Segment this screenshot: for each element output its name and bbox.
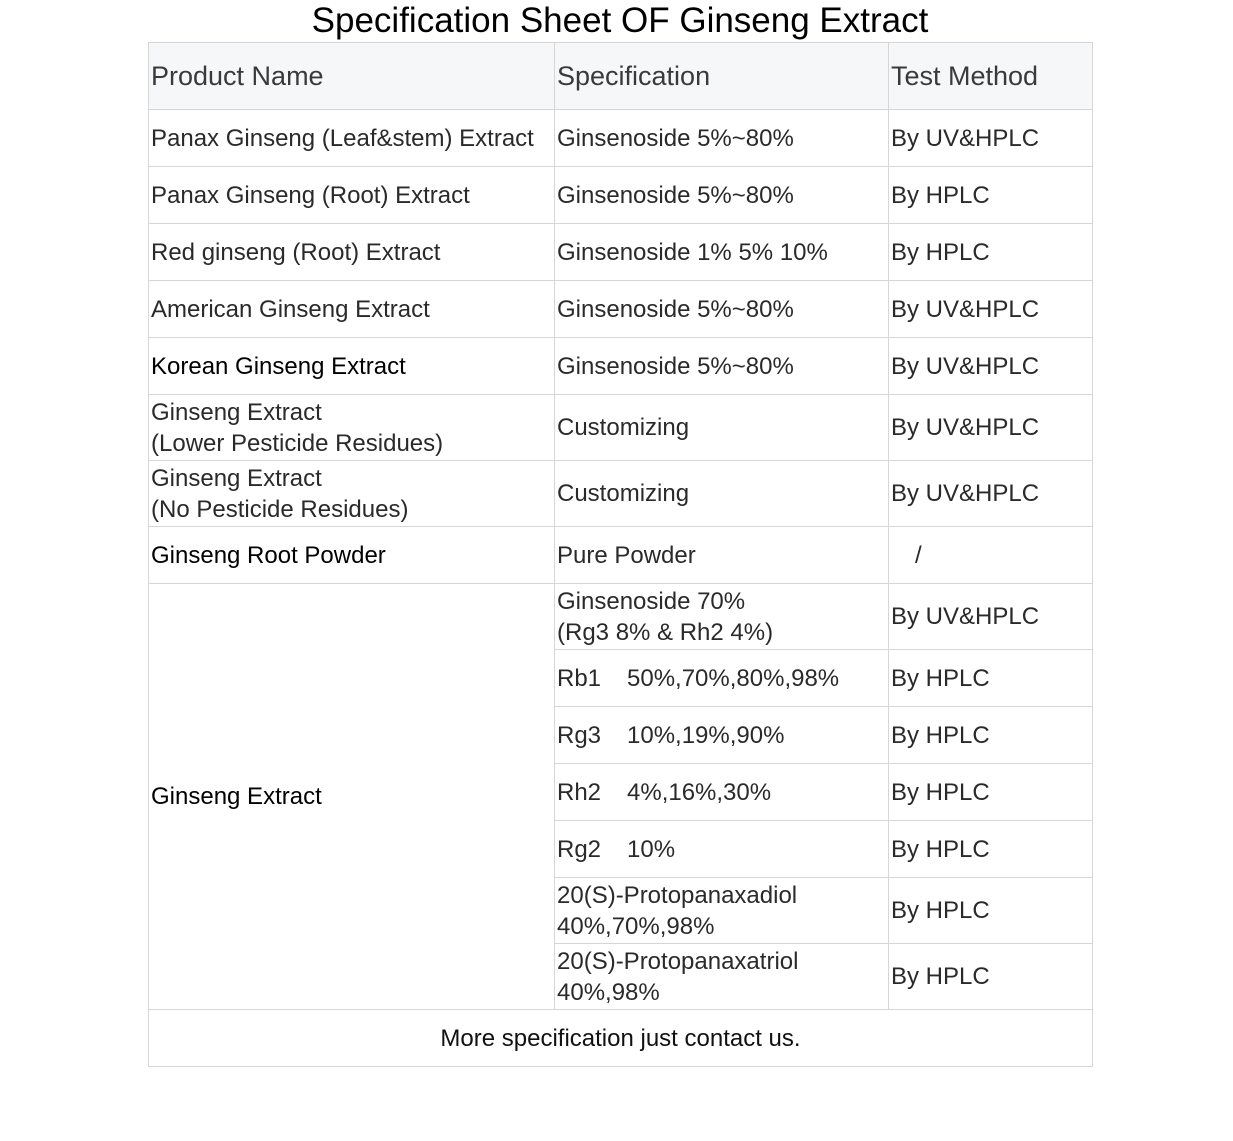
specification-table [148, 42, 1093, 1067]
table-row [149, 224, 1093, 281]
specification-cell: Ginsenoside 5%~80% [555, 110, 889, 167]
compound-name: Rb1 [557, 664, 602, 692]
product-name-cell: American Ginseng Extract [149, 281, 555, 338]
test-method-cell: By HPLC [889, 821, 1093, 878]
specification-line: 20(S)-Protopanaxatriol [557, 947, 799, 975]
compound-grades: 50%,70%,80%,98% [627, 664, 840, 692]
compound-name: Rg3 [557, 721, 602, 749]
header-specification: Specification [555, 43, 889, 110]
product-name-line: Ginseng Extract [151, 464, 322, 492]
test-method-cell: By HPLC [889, 224, 1093, 281]
table-footer-row [149, 1010, 1093, 1067]
compound-name: Rg2 [557, 835, 602, 863]
test-method-cell: By UV&HPLC [889, 338, 1093, 395]
specification-cell: Customizing [555, 461, 889, 527]
specification-cell [555, 944, 889, 1010]
table-row [149, 338, 1093, 395]
product-name-cell: Korean Ginseng Extract [149, 338, 555, 395]
specification-line: 40%,70%,98% [557, 912, 715, 940]
contact-note: More specification just contact us. [149, 1010, 1093, 1067]
specification-cell: Customizing [555, 395, 889, 461]
product-name-cell: Ginseng Root Powder [149, 527, 555, 584]
specification-cell [555, 821, 889, 878]
product-name-cell [149, 395, 555, 461]
test-method-cell: By UV&HPLC [889, 110, 1093, 167]
table-row [149, 461, 1093, 527]
table-row [149, 167, 1093, 224]
specification-cell [555, 764, 889, 821]
compound-name: Rh2 [557, 778, 602, 806]
specification-cell: Ginsenoside 5%~80% [555, 167, 889, 224]
compound-grades: 10%,19%,90% [627, 721, 785, 749]
table-row [149, 527, 1093, 584]
specification-cell [555, 878, 889, 944]
compound-grades: 10% [627, 835, 676, 863]
specification-line: Ginsenoside 70% [557, 587, 746, 615]
specification-line: (Rg3 8% & Rh2 4%) [557, 618, 774, 646]
test-method-cell: By HPLC [889, 764, 1093, 821]
product-name-line: (No Pesticide Residues) [151, 495, 409, 523]
product-name-cell: Panax Ginseng (Leaf&stem) Extract [149, 110, 555, 167]
specification-line: 20(S)-Protopanaxadiol [557, 881, 798, 909]
header-product-name: Product Name [149, 43, 555, 110]
product-name-line: (Lower Pesticide Residues) [151, 429, 444, 457]
table-row [149, 584, 1093, 650]
test-method-cell: By HPLC [889, 167, 1093, 224]
table-row [149, 110, 1093, 167]
specification-cell: Ginsenoside 5%~80% [555, 281, 889, 338]
test-method-cell: By UV&HPLC [889, 281, 1093, 338]
specification-cell: Ginsenoside 1% 5% 10% [555, 224, 889, 281]
table-row [149, 395, 1093, 461]
specification-cell [555, 650, 889, 707]
test-method-cell: / [889, 527, 1093, 584]
product-name-cell: Panax Ginseng (Root) Extract [149, 167, 555, 224]
product-name-line: Ginseng Extract [151, 398, 322, 426]
specification-cell: Ginsenoside 5%~80% [555, 338, 889, 395]
product-name-cell [149, 461, 555, 527]
specification-cell [555, 584, 889, 650]
specification-cell: Pure Powder [555, 527, 889, 584]
test-method-cell: By HPLC [889, 878, 1093, 944]
table-header-row [149, 43, 1093, 110]
test-method-cell: By UV&HPLC [889, 584, 1093, 650]
header-test-method: Test Method [889, 43, 1093, 110]
product-name-cell-merged: Ginseng Extract [149, 584, 555, 1010]
test-method-cell: By HPLC [889, 944, 1093, 1010]
product-name-cell: Red ginseng (Root) Extract [149, 224, 555, 281]
compound-grades: 4%,16%,30% [627, 778, 772, 806]
test-method-cell: By HPLC [889, 650, 1093, 707]
table-row [149, 281, 1093, 338]
test-method-cell: By UV&HPLC [889, 461, 1093, 527]
specification-line: 40%,98% [557, 978, 660, 1006]
specification-cell [555, 707, 889, 764]
page-title: Specification Sheet OF Ginseng Extract [311, 1, 929, 40]
test-method-cell: By HPLC [889, 707, 1093, 764]
test-method-cell: By UV&HPLC [889, 395, 1093, 461]
